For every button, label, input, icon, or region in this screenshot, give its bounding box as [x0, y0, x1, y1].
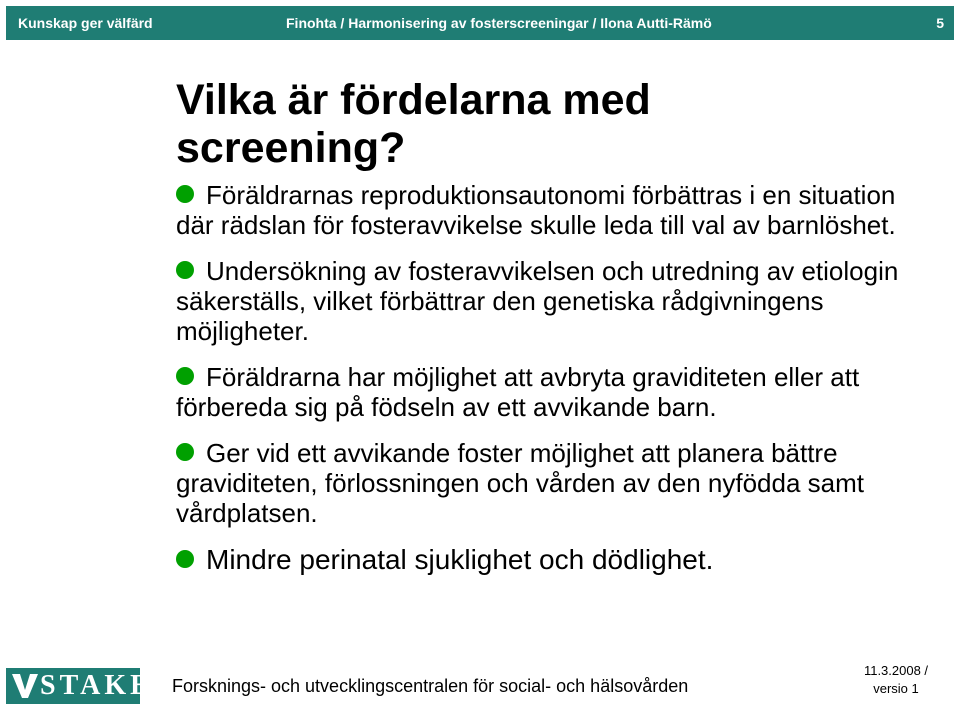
- footer-date: 11.3.2008 /: [863, 663, 929, 678]
- bullet-dot-icon: [176, 185, 194, 203]
- footer-organization: Forsknings- och utvecklingscentralen för social- och hälsovården: [172, 676, 689, 696]
- bullet-text: Undersökning av fosteravvikelsen och utredning av etiologin säkerställs, vilket förbättrar den genetiska rådgivningens möjligheter.: [176, 256, 899, 346]
- stakes-emblem-icon: [12, 674, 38, 698]
- bullet-dot-icon: [176, 367, 194, 385]
- bullet-item: [176, 544, 916, 576]
- bullet-text: Föräldrarna har möjlighet att avbryta graviditeten eller att förbereda sig på födseln av ett avvikande barn.: [176, 362, 860, 422]
- bullet-item: [176, 180, 916, 240]
- bullet-dot-icon: [176, 550, 194, 568]
- logo-text: STAKES: [40, 670, 173, 701]
- bullet-list: [176, 180, 916, 592]
- header-bar: [6, 6, 954, 40]
- bullet-item: [176, 256, 916, 346]
- bullet-text: Föräldrarnas reproduktionsautonomi förbättras i en situation där rädslan för fosteravvikelse skulle leda till val av barnlöshet.: [176, 180, 896, 240]
- header-project-title: Finohta / Harmonisering av fosterscreeningar / Ilona Autti-Rämö: [286, 15, 712, 31]
- bullet-item: [176, 362, 916, 422]
- header-tagline: Kunskap ger välfärd: [18, 15, 153, 31]
- bullet-text: Mindre perinatal sjuklighet och dödlighet.: [206, 544, 714, 575]
- bullet-item: [176, 438, 916, 528]
- slide-title: Vilka är fördelarna med screening?: [176, 76, 651, 172]
- bullet-dot-icon: [176, 443, 194, 461]
- page-number: 5: [936, 15, 944, 31]
- footer-version: versio 1: [873, 681, 919, 696]
- bullet-dot-icon: [176, 261, 194, 279]
- bullet-text: Ger vid ett avvikande foster möjlighet att planera bättre graviditeten, förlossningen och vården av den nyfödda samt vårdplatsen.: [176, 438, 864, 528]
- stakes-logo: [6, 668, 173, 704]
- footer-date-version: [838, 662, 954, 698]
